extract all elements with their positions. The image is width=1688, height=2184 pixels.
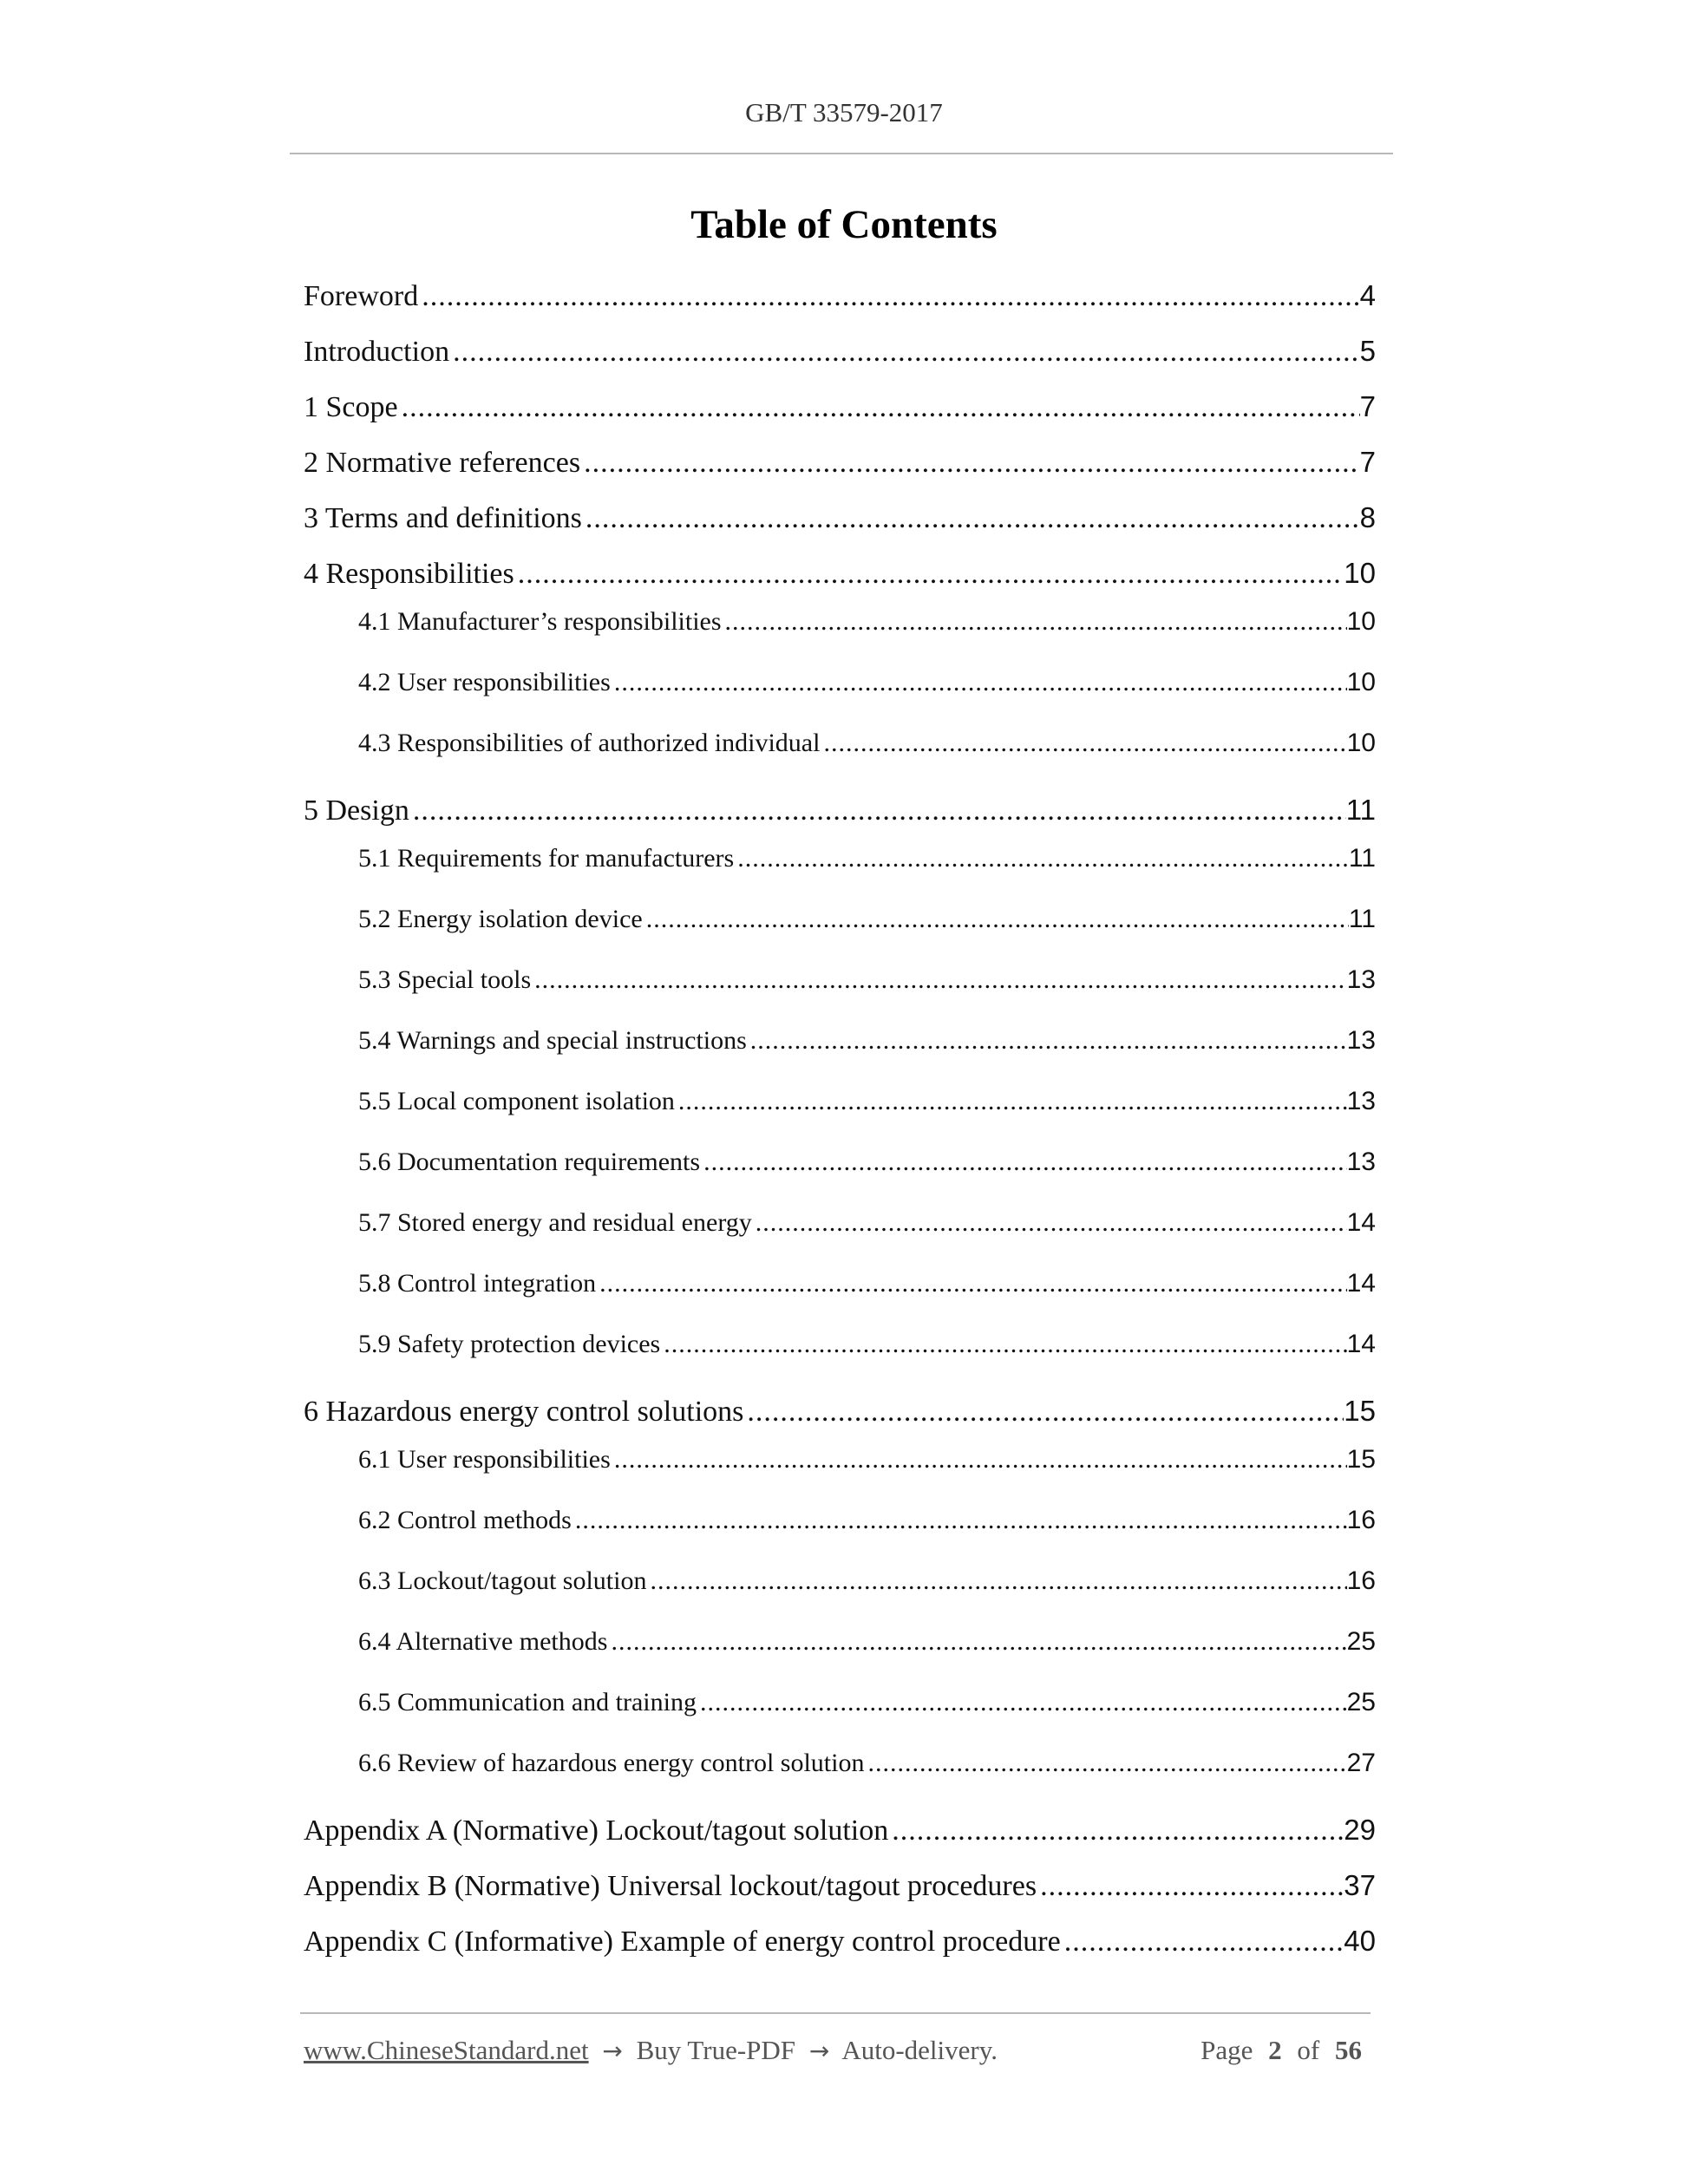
toc-entry-label: 5.9 Safety protection devices [358, 1330, 661, 1358]
toc-entry[interactable] [358, 1148, 1376, 1182]
toc-dot-leader [1037, 1870, 1344, 1903]
toc-entry-label: 2 Normative references [304, 447, 581, 479]
toc-entry-label: 4 Responsibilities [304, 558, 514, 590]
total-page-number: 56 [1335, 2035, 1362, 2065]
toc-entry-label: 6.3 Lockout/tagout solution [358, 1566, 647, 1595]
toc-dot-leader [888, 1815, 1344, 1847]
toc-entry-page: 15 [1344, 1395, 1376, 1427]
toc-entry-page: 13 [1346, 1026, 1376, 1055]
toc-entry-label: 3 Terms and definitions [304, 502, 582, 534]
toc-entry-page: 10 [1344, 557, 1376, 589]
toc-entry[interactable] [358, 1627, 1376, 1662]
toc-entry[interactable] [358, 1445, 1376, 1480]
toc-entry-page: 7 [1359, 390, 1376, 422]
toc-dot-leader [697, 1688, 1347, 1717]
toc-dot-leader [820, 729, 1346, 758]
toc-entry-label: Appendix A (Normative) Lockout/tagout solution [304, 1815, 889, 1847]
toc-entry-label: 6 Hazardous energy control solutions [304, 1396, 744, 1428]
toc-entry-label: 5.1 Requirements for manufacturers [358, 844, 735, 873]
toc-entry-page: 10 [1346, 729, 1376, 757]
toc-entry-label: 5.2 Energy isolation device [358, 905, 643, 933]
toc-dot-leader [722, 607, 1347, 637]
toc-dot-leader [752, 1208, 1347, 1238]
toc-entry-label: 5.5 Local component isolation [358, 1087, 675, 1115]
toc-dot-leader [418, 280, 1359, 313]
footer-left [304, 2035, 998, 2066]
toc-dot-leader [1061, 1926, 1345, 1958]
arrow-right-icon: → [602, 2037, 623, 2065]
toc-entry-page: 16 [1346, 1506, 1376, 1534]
toc-entry-page: 16 [1346, 1566, 1376, 1595]
toc-entry-label: 6.1 User responsibilities [358, 1445, 611, 1474]
page-indicator [1201, 2035, 1371, 2066]
toc-entry[interactable] [358, 965, 1376, 1000]
toc-entry-label: 5.3 Special tools [358, 965, 532, 994]
toc-entry[interactable] [358, 1208, 1376, 1243]
toc-entry-label: Appendix B (Normative) Universal lockout/tagout procedures [304, 1870, 1037, 1902]
toc-title: Table of Contents [690, 202, 998, 247]
toc-dot-leader [700, 1148, 1347, 1177]
toc-dot-leader [607, 1627, 1346, 1657]
toc-entry-label: 6.4 Alternative methods [358, 1627, 608, 1656]
toc-entry[interactable] [358, 729, 1376, 763]
toc-entry[interactable] [358, 607, 1376, 642]
toc-entry-page: 11 [1348, 844, 1376, 873]
toc-dot-leader [743, 1396, 1344, 1429]
toc-dot-leader [643, 905, 1349, 934]
toc-entry[interactable] [304, 501, 1376, 539]
toc-entry-page: 14 [1346, 1330, 1376, 1358]
toc-entry-label: 5.6 Documentation requirements [358, 1148, 701, 1176]
toc-entry-page: 40 [1344, 1925, 1376, 1957]
toc-entry-label: 5.8 Control integration [358, 1269, 597, 1298]
toc-dot-leader [675, 1087, 1347, 1116]
toc-entry-label: 4.2 User responsibilities [358, 668, 611, 696]
toc-dot-leader [734, 844, 1349, 873]
toc-dot-leader [572, 1506, 1347, 1535]
toc-entry[interactable] [358, 1688, 1376, 1723]
toc-entry-label: 5 Design [304, 794, 409, 827]
toc-entry[interactable] [358, 1026, 1376, 1061]
toc-entry-label: Foreword [304, 280, 419, 312]
toc-entry-page: 29 [1344, 1814, 1376, 1846]
toc-dot-leader [596, 1269, 1346, 1298]
toc-dot-leader [514, 558, 1345, 591]
toc-dot-leader [646, 1566, 1346, 1596]
toc-entry[interactable] [358, 1566, 1376, 1601]
toc-entry-page: 13 [1346, 965, 1376, 994]
toc-entry-page: 25 [1346, 1627, 1376, 1656]
toc-dot-leader [449, 336, 1360, 369]
page-footer [304, 2035, 1371, 2066]
buy-text: Buy True-PDF [636, 2035, 796, 2065]
current-page-number: 2 [1268, 2035, 1282, 2065]
toc-entry-label: 5.7 Stored energy and residual energy [358, 1208, 752, 1237]
toc-entry-page: 10 [1346, 668, 1376, 696]
toc-entry-label: 1 Scope [304, 391, 398, 423]
toc-entry-label: Appendix C (Informative) Example of energy control procedure [304, 1926, 1061, 1958]
toc-entry[interactable] [358, 1269, 1376, 1304]
toc-dot-leader [531, 965, 1346, 995]
toc-entry-page: 7 [1359, 446, 1376, 478]
toc-entry[interactable] [358, 844, 1376, 879]
toc-entry-page: 5 [1359, 335, 1376, 367]
document-header: GB/T 33579-2017 [745, 97, 943, 128]
header-divider [290, 153, 1393, 154]
toc-entry-label: 6.5 Communication and training [358, 1688, 697, 1716]
toc-entry-page: 13 [1346, 1087, 1376, 1115]
toc-entry[interactable] [358, 905, 1376, 939]
toc-entry-page: 10 [1346, 607, 1376, 636]
page-word: Page [1201, 2035, 1253, 2065]
toc-dot-leader [580, 447, 1360, 480]
toc-dot-leader [864, 1749, 1346, 1778]
toc-entry[interactable] [304, 1814, 1376, 1852]
toc-entry[interactable] [304, 390, 1376, 428]
toc-entry[interactable] [304, 335, 1376, 373]
delivery-text: Auto-delivery. [841, 2035, 998, 2065]
footer-divider [300, 2012, 1371, 2014]
toc-dot-leader [409, 794, 1346, 827]
toc-entry-page: 8 [1359, 501, 1376, 533]
toc-entry-label: 5.4 Warnings and special instructions [358, 1026, 747, 1055]
toc-dot-leader [611, 1445, 1347, 1475]
toc-dot-leader [398, 391, 1360, 424]
toc-entry-label: 6.2 Control methods [358, 1506, 572, 1534]
toc-entry-page: 14 [1346, 1208, 1376, 1237]
toc-entry[interactable] [304, 557, 1376, 595]
toc-entry[interactable] [304, 1925, 1376, 1963]
toc-entry-page: 15 [1346, 1445, 1376, 1474]
toc-entry[interactable] [304, 1869, 1376, 1907]
toc-entry-page: 11 [1348, 905, 1376, 933]
of-word: of [1297, 2035, 1320, 2065]
toc-entry-page: 4 [1359, 279, 1376, 311]
toc-entry[interactable] [304, 1395, 1376, 1433]
toc-entry[interactable] [304, 794, 1376, 832]
toc-dot-leader [582, 502, 1360, 535]
toc-entry-page: 27 [1346, 1749, 1376, 1777]
toc-entry[interactable] [358, 1749, 1376, 1783]
toc-entry-label: 4.1 Manufacturer’s responsibilities [358, 607, 722, 636]
toc-entry-page: 14 [1346, 1269, 1376, 1298]
toc-entry-page: 25 [1346, 1688, 1376, 1716]
toc-entry[interactable] [358, 668, 1376, 703]
site-link[interactable]: www.ChineseStandard.net [304, 2035, 589, 2065]
toc-entry[interactable] [304, 446, 1376, 484]
toc-dot-leader [611, 668, 1347, 697]
toc-entry[interactable] [304, 279, 1376, 317]
toc-entry-page: 11 [1345, 794, 1376, 826]
toc-entry[interactable] [358, 1087, 1376, 1121]
toc-entry-page: 13 [1346, 1148, 1376, 1176]
toc-dot-leader [660, 1330, 1346, 1359]
toc-entry-page: 37 [1344, 1869, 1376, 1901]
toc-entry[interactable] [358, 1506, 1376, 1540]
toc-entry-label: 6.6 Review of hazardous energy control solution [358, 1749, 865, 1777]
toc-entry-label: 4.3 Responsibilities of authorized individual [358, 729, 821, 757]
toc-dot-leader [747, 1026, 1347, 1056]
toc-entry[interactable] [358, 1330, 1376, 1364]
arrow-right-icon: → [808, 2037, 830, 2065]
toc-entry-label: Introduction [304, 336, 450, 368]
